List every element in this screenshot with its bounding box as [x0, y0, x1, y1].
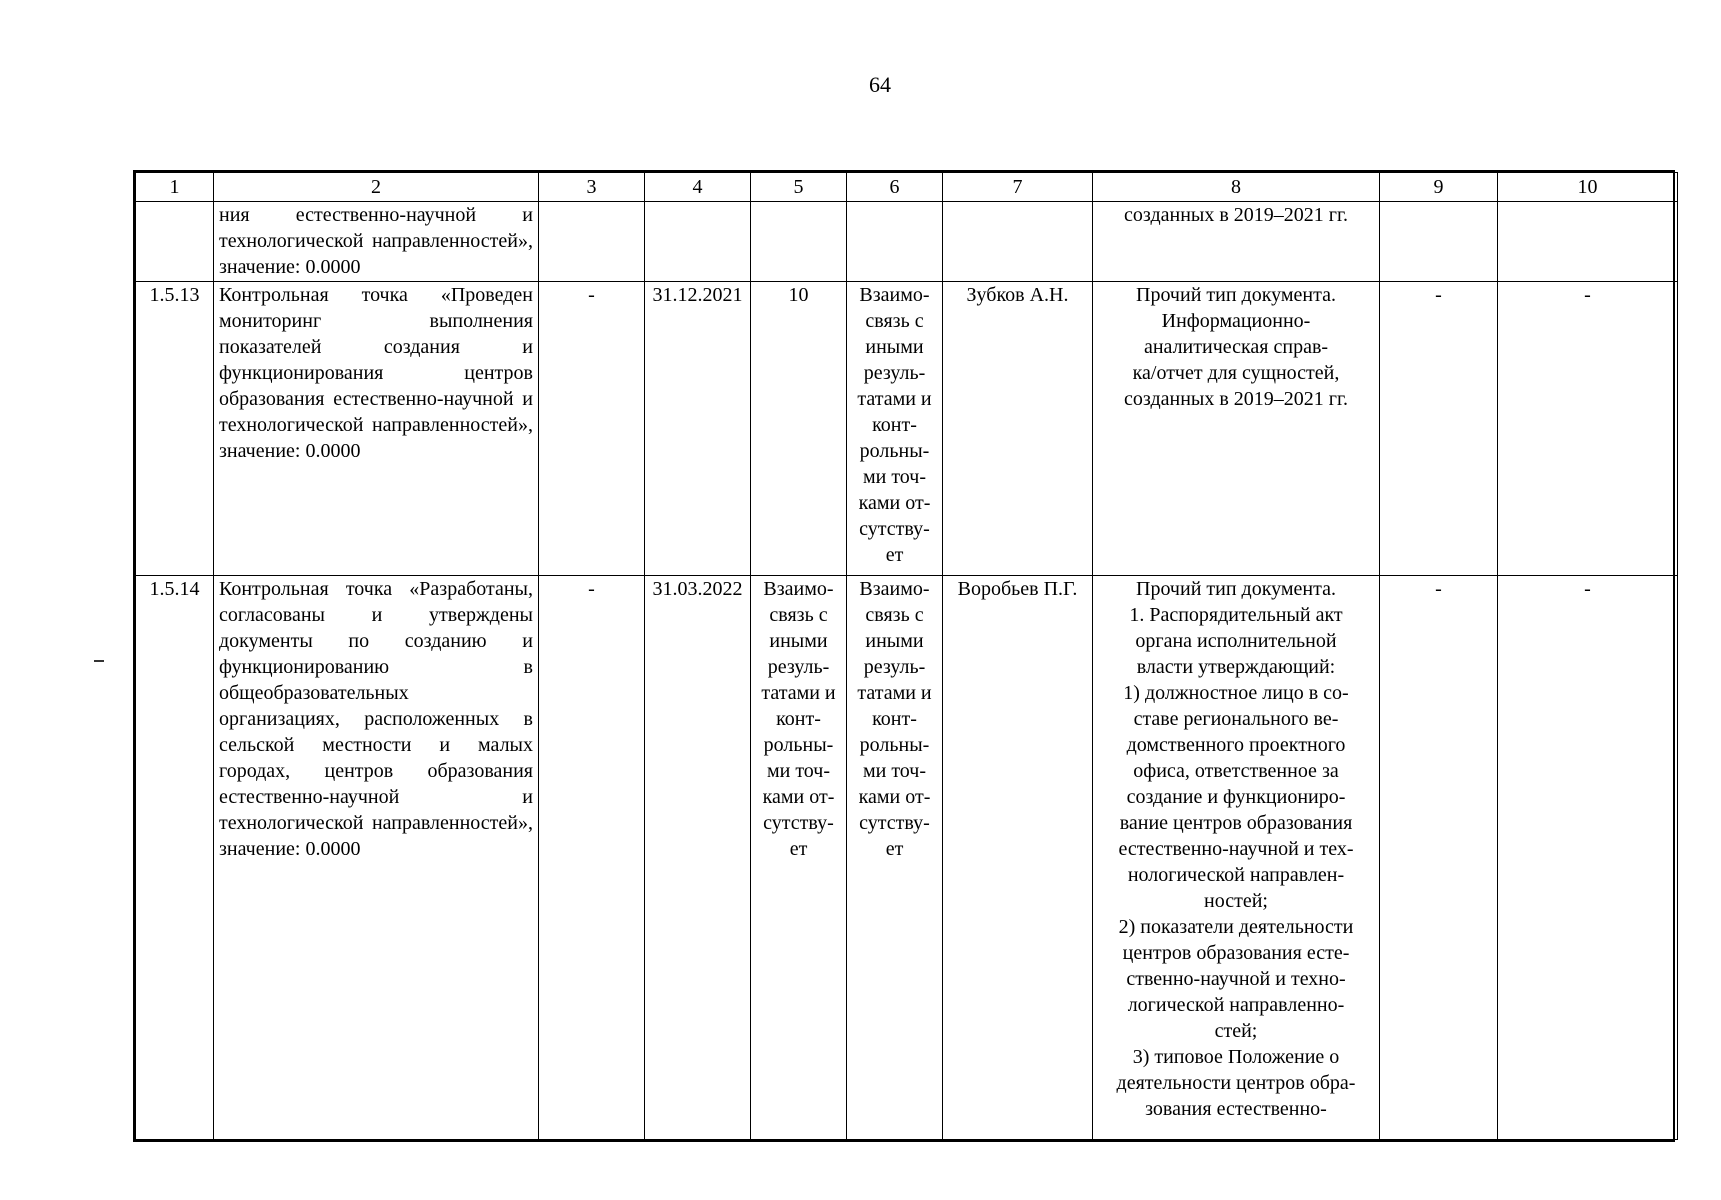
cell-col10: - [1498, 282, 1678, 576]
cell-col5 [751, 202, 847, 282]
date-cell: 31.03.2022 [645, 576, 751, 1140]
description-cell: Контрольная точка «Проведен мониторинг выполнения показателей создания и функционирования центров образования естественно-научной и технологической направленностей», значение: 0.0000 [214, 282, 539, 576]
date-cell: 31.12.2021 [645, 282, 751, 576]
document-type-cell: Прочий тип документа. Информационно- аналитическая справ- ка/отчет для сущностей, созданных в 2019–2021 гг. [1093, 282, 1380, 576]
schedule-table [133, 170, 1675, 1142]
date-cell [645, 202, 751, 282]
table-header-row [136, 173, 1678, 202]
header-cell: 3 [539, 173, 645, 202]
table-row [136, 202, 1678, 282]
cell-col3: - [539, 576, 645, 1140]
cell-col10 [1498, 202, 1678, 282]
cell-col6: Взаимо- связь с иными резуль- татами и конт- рольны- ми точ- ками от- сутству- ет [847, 576, 943, 1140]
row-number-cell: 1.5.13 [136, 282, 214, 576]
cell-col5: Взаимо- связь с иными резуль- татами и конт- рольны- ми точ- ками от- сутству- ет [751, 576, 847, 1140]
page-number: 64 [869, 72, 891, 97]
header-cell: 5 [751, 173, 847, 202]
header-cell: 6 [847, 173, 943, 202]
document-type-cell: созданных в 2019–2021 гг. [1093, 202, 1380, 282]
table-row [136, 576, 1678, 1140]
cell-col9: - [1380, 576, 1498, 1140]
header-cell: 9 [1380, 173, 1498, 202]
table-row [136, 282, 1678, 576]
header-cell: 8 [1093, 173, 1380, 202]
responsible-cell [943, 202, 1093, 282]
cell-col3 [539, 202, 645, 282]
row-number-cell [136, 202, 214, 282]
description-cell: ния естественно-научной и технологической направленностей», значение: 0.0000 [214, 202, 539, 282]
header-cell: 1 [136, 173, 214, 202]
header-cell: 4 [645, 173, 751, 202]
header-cell: 10 [1498, 173, 1678, 202]
cell-col9: - [1380, 282, 1498, 576]
header-cell: 7 [943, 173, 1093, 202]
responsible-cell: Воробьев П.Г. [943, 576, 1093, 1140]
cell-col6 [847, 202, 943, 282]
row-number-cell: 1.5.14 [136, 576, 214, 1140]
document-type-cell: Прочий тип документа. 1. Распорядительный акт органа исполнительной власти утверждающий: 1) должностное лицо в со- ставе регионального ве- домственного проектного офиса, ответственное за создание и функциониро- вание центров образования естественно-научной и тех- нологической направлен- ностей; 2) показатели деятельности центров образования есте- ственно-научной и техно- логической направленно- стей; 3) типовое Положение о деятельности центров обра- зования естественно- [1093, 576, 1380, 1140]
cell-col3: - [539, 282, 645, 576]
responsible-cell: Зубков А.Н. [943, 282, 1093, 576]
description-cell: Контрольная точка «Разработаны, согласованы и утверждены документы по созданию и функционированию в общеобразовательных организациях, расположенных в сельской местности и малых городах, центров образования естественно-научной и технологической направленностей», значение: 0.0000 [214, 576, 539, 1140]
scan-mark [94, 660, 104, 662]
cell-col5: 10 [751, 282, 847, 576]
header-cell: 2 [214, 173, 539, 202]
cell-col6: Взаимо- связь с иными резуль- татами и конт- рольны- ми точ- ками от- сутству- ет [847, 282, 943, 576]
cell-col9 [1380, 202, 1498, 282]
cell-col10: - [1498, 576, 1678, 1140]
